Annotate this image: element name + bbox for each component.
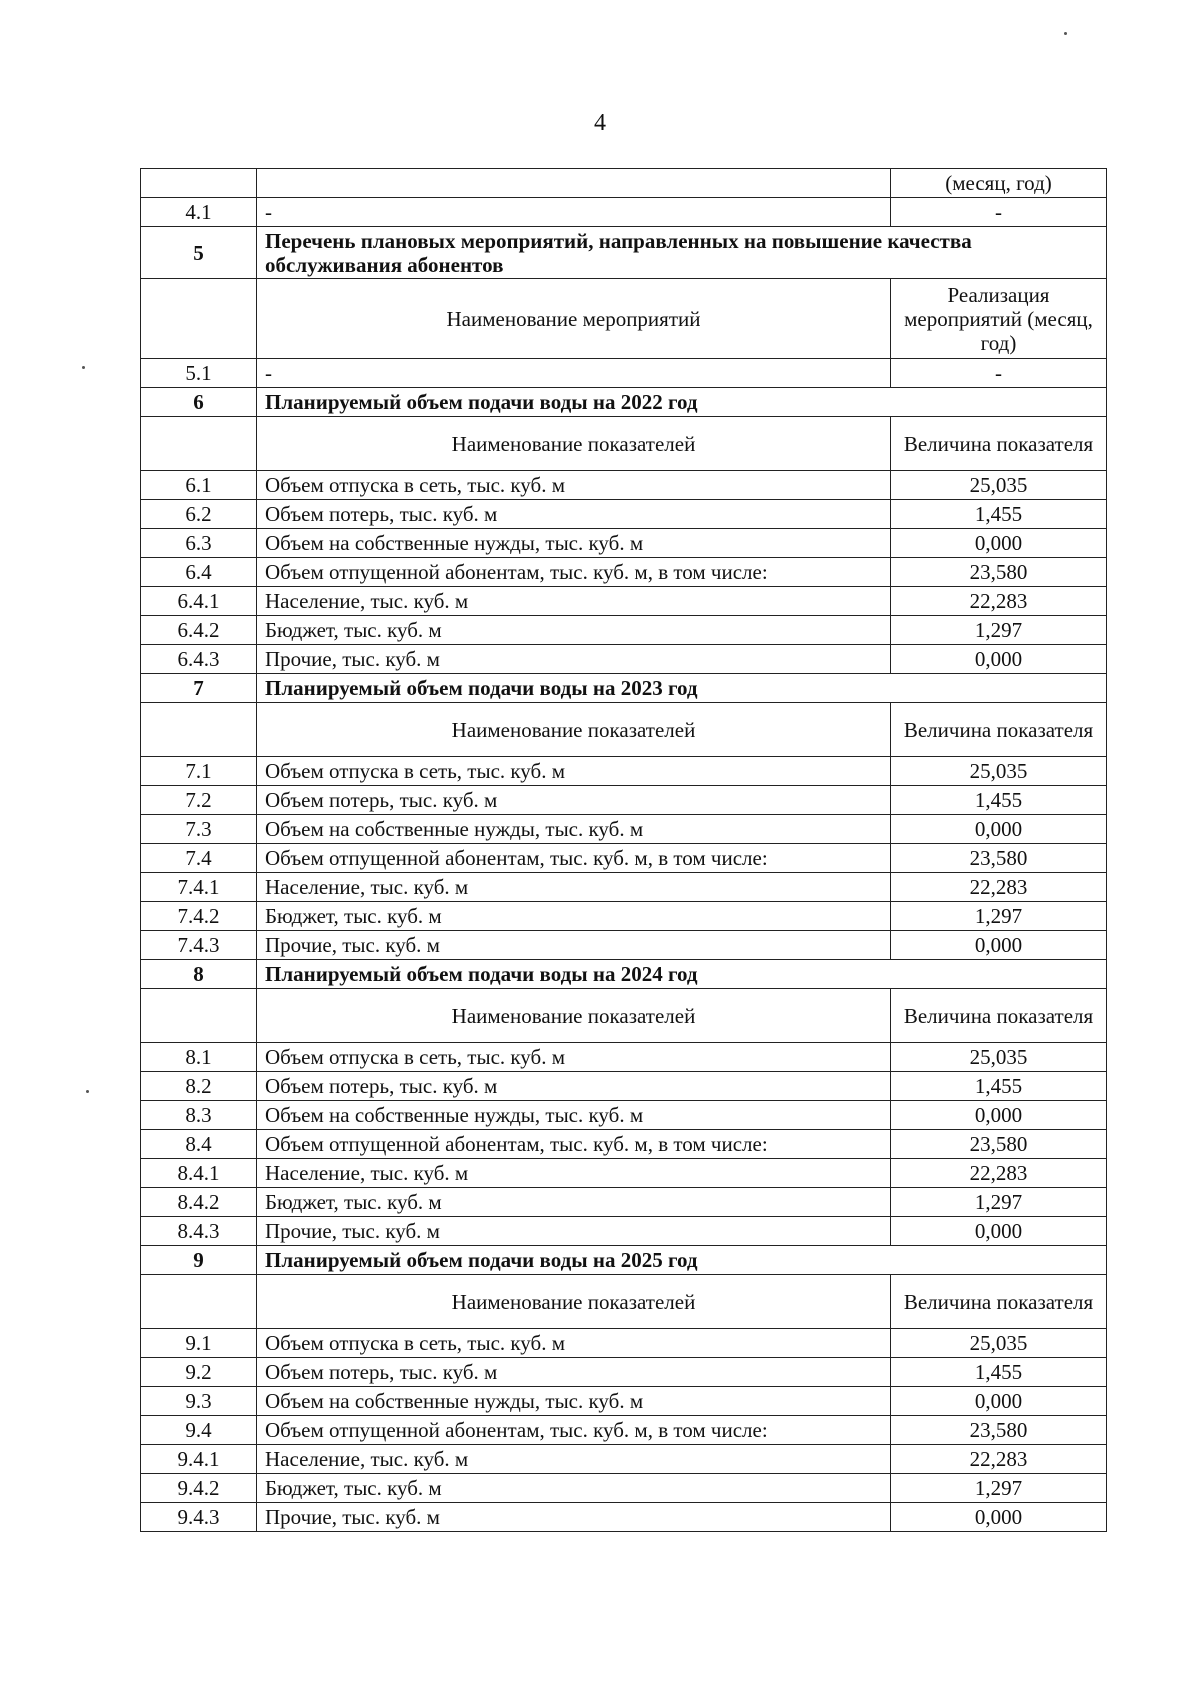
row-name: Объем потерь, тыс. куб. м bbox=[257, 1358, 891, 1387]
table-row bbox=[141, 902, 1107, 931]
row-name: Объем отпуска в сеть, тыс. куб. м bbox=[257, 1329, 891, 1358]
row-number: 8.4 bbox=[141, 1130, 257, 1159]
row-name: Объем отпуска в сеть, тыс. куб. м bbox=[257, 757, 891, 786]
row-number: 9.4.3 bbox=[141, 1503, 257, 1532]
section-title-row bbox=[141, 388, 1107, 417]
row-value: - bbox=[891, 359, 1107, 388]
table-row bbox=[141, 873, 1107, 902]
row-number: 8.3 bbox=[141, 1101, 257, 1130]
header-value: Величина показателя bbox=[891, 417, 1107, 471]
row-value: 22,283 bbox=[891, 1159, 1107, 1188]
row-number: 9.3 bbox=[141, 1387, 257, 1416]
row-number: 9.1 bbox=[141, 1329, 257, 1358]
row-name: Прочие, тыс. куб. м bbox=[257, 931, 891, 960]
table-row bbox=[141, 471, 1107, 500]
row-number: 8.4.3 bbox=[141, 1217, 257, 1246]
row-name: Население, тыс. куб. м bbox=[257, 587, 891, 616]
row-number: 8.4.1 bbox=[141, 1159, 257, 1188]
row-value: 23,580 bbox=[891, 1416, 1107, 1445]
header-number-cell bbox=[141, 417, 257, 471]
row-value: 1,297 bbox=[891, 616, 1107, 645]
row-number: 7.2 bbox=[141, 786, 257, 815]
row-value: 0,000 bbox=[891, 1503, 1107, 1532]
table-row bbox=[141, 1358, 1107, 1387]
row-value: (месяц, год) bbox=[891, 169, 1107, 198]
header-number-cell bbox=[141, 279, 257, 359]
table-row bbox=[141, 1130, 1107, 1159]
header-name: Наименование мероприятий bbox=[257, 279, 891, 359]
row-name: Объем отпущенной абонентам, тыс. куб. м, в том числе: bbox=[257, 844, 891, 873]
row-value: 22,283 bbox=[891, 873, 1107, 902]
row-value: 23,580 bbox=[891, 558, 1107, 587]
row-number: 8.1 bbox=[141, 1043, 257, 1072]
row-name: - bbox=[257, 198, 891, 227]
row-name: Население, тыс. куб. м bbox=[257, 1159, 891, 1188]
row-number: 6.4.1 bbox=[141, 587, 257, 616]
section-number: 9 bbox=[141, 1246, 257, 1275]
header-name: Наименование показателей bbox=[257, 989, 891, 1043]
row-value: 1,455 bbox=[891, 500, 1107, 529]
table-row bbox=[141, 616, 1107, 645]
scan-speck bbox=[82, 366, 85, 369]
row-name: Бюджет, тыс. куб. м bbox=[257, 616, 891, 645]
row-value: 1,455 bbox=[891, 786, 1107, 815]
table-row bbox=[141, 558, 1107, 587]
row-value: 22,283 bbox=[891, 1445, 1107, 1474]
row-name: Бюджет, тыс. куб. м bbox=[257, 902, 891, 931]
section-header-row bbox=[141, 703, 1107, 757]
row-number: 7.1 bbox=[141, 757, 257, 786]
row-number: 6.3 bbox=[141, 529, 257, 558]
row-name: Объем потерь, тыс. куб. м bbox=[257, 786, 891, 815]
row-value: 0,000 bbox=[891, 815, 1107, 844]
header-name: Наименование показателей bbox=[257, 703, 891, 757]
table-row bbox=[141, 587, 1107, 616]
table-row bbox=[141, 1217, 1107, 1246]
row-number: 9.4.1 bbox=[141, 1445, 257, 1474]
header-value: Величина показателя bbox=[891, 703, 1107, 757]
table-row bbox=[141, 1329, 1107, 1358]
row-value: 0,000 bbox=[891, 1217, 1107, 1246]
scan-speck bbox=[1064, 32, 1067, 35]
header-number-cell bbox=[141, 703, 257, 757]
row-value: 25,035 bbox=[891, 1329, 1107, 1358]
plan-table bbox=[140, 168, 1107, 1532]
table-row bbox=[141, 931, 1107, 960]
table-row bbox=[141, 169, 1107, 198]
header-name: Наименование показателей bbox=[257, 417, 891, 471]
row-name: Объем на собственные нужды, тыс. куб. м bbox=[257, 529, 891, 558]
row-value: 0,000 bbox=[891, 1387, 1107, 1416]
row-number: 6.4.2 bbox=[141, 616, 257, 645]
row-value: 1,297 bbox=[891, 1474, 1107, 1503]
row-value: 25,035 bbox=[891, 757, 1107, 786]
section-title: Планируемый объем подачи воды на 2023 год bbox=[257, 674, 1107, 703]
row-name: Прочие, тыс. куб. м bbox=[257, 1503, 891, 1532]
scan-speck bbox=[86, 1090, 89, 1093]
row-number: 7.4.1 bbox=[141, 873, 257, 902]
row-name: Объем отпущенной абонентам, тыс. куб. м, в том числе: bbox=[257, 558, 891, 587]
section-title: Планируемый объем подачи воды на 2022 год bbox=[257, 388, 1107, 417]
row-value: 0,000 bbox=[891, 529, 1107, 558]
row-value: - bbox=[891, 198, 1107, 227]
row-number: 7.3 bbox=[141, 815, 257, 844]
section-title: Планируемый объем подачи воды на 2024 год bbox=[257, 960, 1107, 989]
row-name: Объем отпуска в сеть, тыс. куб. м bbox=[257, 471, 891, 500]
row-number: 4.1 bbox=[141, 198, 257, 227]
row-value: 1,455 bbox=[891, 1358, 1107, 1387]
header-name: Наименование показателей bbox=[257, 1275, 891, 1329]
header-value: Реализация мероприятий (месяц, год) bbox=[891, 279, 1107, 359]
row-value: 0,000 bbox=[891, 645, 1107, 674]
table-row bbox=[141, 198, 1107, 227]
table-row bbox=[141, 1416, 1107, 1445]
section-title-row bbox=[141, 227, 1107, 279]
row-value: 1,297 bbox=[891, 902, 1107, 931]
row-value: 23,580 bbox=[891, 1130, 1107, 1159]
table-row bbox=[141, 645, 1107, 674]
row-value: 1,297 bbox=[891, 1188, 1107, 1217]
row-name: Прочие, тыс. куб. м bbox=[257, 1217, 891, 1246]
row-name: Объем на собственные нужды, тыс. куб. м bbox=[257, 815, 891, 844]
row-name: Объем потерь, тыс. куб. м bbox=[257, 500, 891, 529]
row-name: Объем отпущенной абонентам, тыс. куб. м, в том числе: bbox=[257, 1130, 891, 1159]
section-title-row bbox=[141, 1246, 1107, 1275]
section-number: 7 bbox=[141, 674, 257, 703]
table-row bbox=[141, 786, 1107, 815]
section-number: 6 bbox=[141, 388, 257, 417]
header-value: Величина показателя bbox=[891, 989, 1107, 1043]
table-row bbox=[141, 359, 1107, 388]
row-number: 9.4 bbox=[141, 1416, 257, 1445]
table-row bbox=[141, 757, 1107, 786]
row-value: 1,455 bbox=[891, 1072, 1107, 1101]
row-name: Бюджет, тыс. куб. м bbox=[257, 1188, 891, 1217]
row-number: 9.2 bbox=[141, 1358, 257, 1387]
row-number: 6.2 bbox=[141, 500, 257, 529]
row-name: Объем потерь, тыс. куб. м bbox=[257, 1072, 891, 1101]
section-header-row bbox=[141, 1275, 1107, 1329]
row-value: 25,035 bbox=[891, 1043, 1107, 1072]
table-row bbox=[141, 1043, 1107, 1072]
table-row bbox=[141, 1387, 1107, 1416]
section-number: 5 bbox=[141, 227, 257, 279]
row-number: 6.1 bbox=[141, 471, 257, 500]
row-name: Объем на собственные нужды, тыс. куб. м bbox=[257, 1101, 891, 1130]
table-row bbox=[141, 815, 1107, 844]
section-title-row bbox=[141, 960, 1107, 989]
row-name: Население, тыс. куб. м bbox=[257, 1445, 891, 1474]
table-row bbox=[141, 1503, 1107, 1532]
row-name: Объем отпущенной абонентам, тыс. куб. м, в том числе: bbox=[257, 1416, 891, 1445]
row-name: Объем на собственные нужды, тыс. куб. м bbox=[257, 1387, 891, 1416]
plan-table-body bbox=[141, 169, 1107, 1532]
section-number: 8 bbox=[141, 960, 257, 989]
row-number: 8.2 bbox=[141, 1072, 257, 1101]
row-number: 6.4 bbox=[141, 558, 257, 587]
row-number: 9.4.2 bbox=[141, 1474, 257, 1503]
table-row bbox=[141, 1072, 1107, 1101]
row-value: 0,000 bbox=[891, 931, 1107, 960]
row-name bbox=[257, 169, 891, 198]
row-value: 23,580 bbox=[891, 844, 1107, 873]
table-row bbox=[141, 500, 1107, 529]
row-number: 5.1 bbox=[141, 359, 257, 388]
row-number: 6.4.3 bbox=[141, 645, 257, 674]
row-number: 7.4 bbox=[141, 844, 257, 873]
header-number-cell bbox=[141, 989, 257, 1043]
table-row bbox=[141, 1101, 1107, 1130]
table-row bbox=[141, 1188, 1107, 1217]
section-header-row bbox=[141, 989, 1107, 1043]
row-number bbox=[141, 169, 257, 198]
header-value: Величина показателя bbox=[891, 1275, 1107, 1329]
table-row bbox=[141, 844, 1107, 873]
row-value: 22,283 bbox=[891, 587, 1107, 616]
row-number: 7.4.2 bbox=[141, 902, 257, 931]
section-title: Планируемый объем подачи воды на 2025 год bbox=[257, 1246, 1107, 1275]
table-row bbox=[141, 529, 1107, 558]
row-name: Прочие, тыс. куб. м bbox=[257, 645, 891, 674]
row-value: 0,000 bbox=[891, 1101, 1107, 1130]
row-name: Бюджет, тыс. куб. м bbox=[257, 1474, 891, 1503]
section-header-row bbox=[141, 417, 1107, 471]
row-name: Население, тыс. куб. м bbox=[257, 873, 891, 902]
header-number-cell bbox=[141, 1275, 257, 1329]
table-row bbox=[141, 1474, 1107, 1503]
page-number: 4 bbox=[594, 110, 606, 136]
section-title-row bbox=[141, 674, 1107, 703]
row-number: 8.4.2 bbox=[141, 1188, 257, 1217]
table-row bbox=[141, 1159, 1107, 1188]
section-title: Перечень плановых мероприятий, направленных на повышение качества обслуживания абонентов bbox=[257, 227, 1107, 279]
row-name: Объем отпуска в сеть, тыс. куб. м bbox=[257, 1043, 891, 1072]
row-name: - bbox=[257, 359, 891, 388]
row-value: 25,035 bbox=[891, 471, 1107, 500]
row-number: 7.4.3 bbox=[141, 931, 257, 960]
section-header-row bbox=[141, 279, 1107, 359]
table-row bbox=[141, 1445, 1107, 1474]
